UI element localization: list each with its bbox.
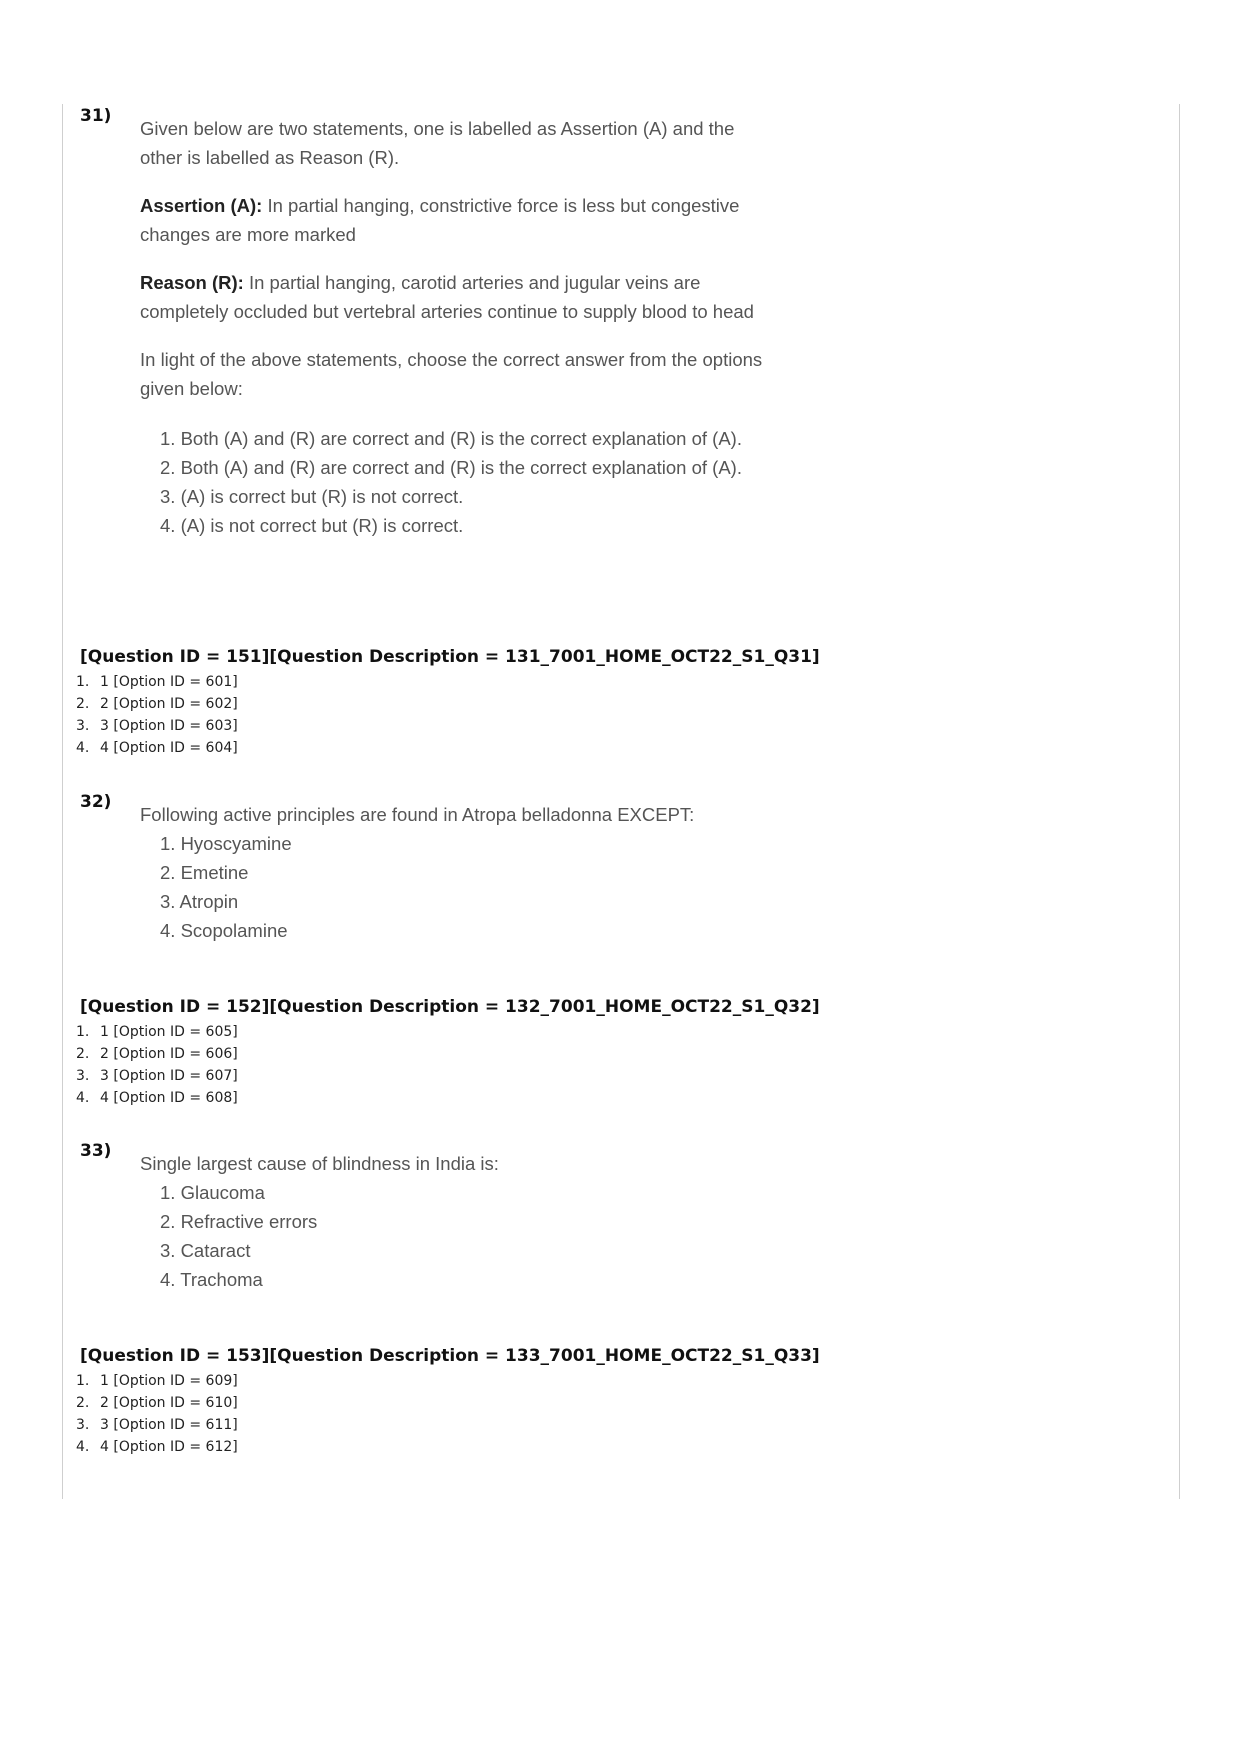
question-body [140,114,780,540]
question-number: 33) [80,1141,112,1161]
option-item: 4. 4 [Option ID = 608] [76,1090,238,1106]
reason [140,268,780,326]
choice: 3. Cataract [160,1240,251,1261]
choice: 2. Both (A) and (R) are correct and (R) is the correct explanation of (A). [160,457,742,478]
choice: 1. Hyoscyamine [160,833,292,854]
option-list [76,671,238,759]
reason-text: In partial hanging, carotid arteries and jugular veins are completely occluded but vertebral arteries continue to supply blood to head [140,272,754,322]
option-item: 1. 1 [Option ID = 609] [76,1373,238,1389]
question-number: 32) [80,792,112,812]
option-item: 1. 1 [Option ID = 601] [76,674,238,690]
question-intro: Following active principles are found in Atropa belladonna EXCEPT: [140,804,695,825]
option-item: 3. 3 [Option ID = 607] [76,1068,238,1084]
reason-label: Reason (R): [140,272,244,293]
option-item: 2. 2 [Option ID = 610] [76,1395,238,1411]
option-item: 4. 4 [Option ID = 604] [76,740,238,756]
assertion-text: In partial hanging, constrictive force is less but congestive changes are more marked [140,195,740,245]
choice: 3. (A) is correct but (R) is not correct. [160,486,464,507]
choice-list [140,424,780,540]
question-intro: Single largest cause of blindness in India is: [140,1153,499,1174]
assertion-label: Assertion (A): [140,195,263,216]
choice: 4. Trachoma [160,1269,263,1290]
option-item: 3. 3 [Option ID = 611] [76,1417,238,1433]
question-number: 31) [80,106,112,126]
question-instruction: In light of the above statements, choose the correct answer from the options given below: [140,349,763,399]
question-intro: Given below are two statements, one is labelled as Assertion (A) and the other is labelled as Reason (R). [140,118,735,168]
choice: 1. Both (A) and (R) are correct and (R) is the correct explanation of (A). [160,428,742,449]
option-list [76,1370,238,1458]
assertion [140,191,780,249]
question-body [140,800,780,945]
question-body [140,1149,780,1294]
option-item: 2. 2 [Option ID = 606] [76,1046,238,1062]
question-meta: [Question ID = 152][Question Description = 132_7001_HOME_OCT22_S1_Q32] [80,997,820,1017]
choice: 1. Glaucoma [160,1182,265,1203]
option-item: 2. 2 [Option ID = 602] [76,696,238,712]
choice: 4. (A) is not correct but (R) is correct. [160,515,464,536]
option-item: 1. 1 [Option ID = 605] [76,1024,238,1040]
choice: 4. Scopolamine [160,920,288,941]
choice: 2. Refractive errors [160,1211,318,1232]
question-meta: [Question ID = 151][Question Description = 131_7001_HOME_OCT22_S1_Q31] [80,647,820,667]
choice-list [140,829,780,945]
option-list [76,1021,238,1109]
option-item: 3. 3 [Option ID = 603] [76,718,238,734]
question-meta: [Question ID = 153][Question Description = 133_7001_HOME_OCT22_S1_Q33] [80,1346,820,1366]
choice: 3. Atropin [160,891,239,912]
choice-list [140,1178,780,1294]
option-item: 4. 4 [Option ID = 612] [76,1439,238,1455]
choice: 2. Emetine [160,862,249,883]
